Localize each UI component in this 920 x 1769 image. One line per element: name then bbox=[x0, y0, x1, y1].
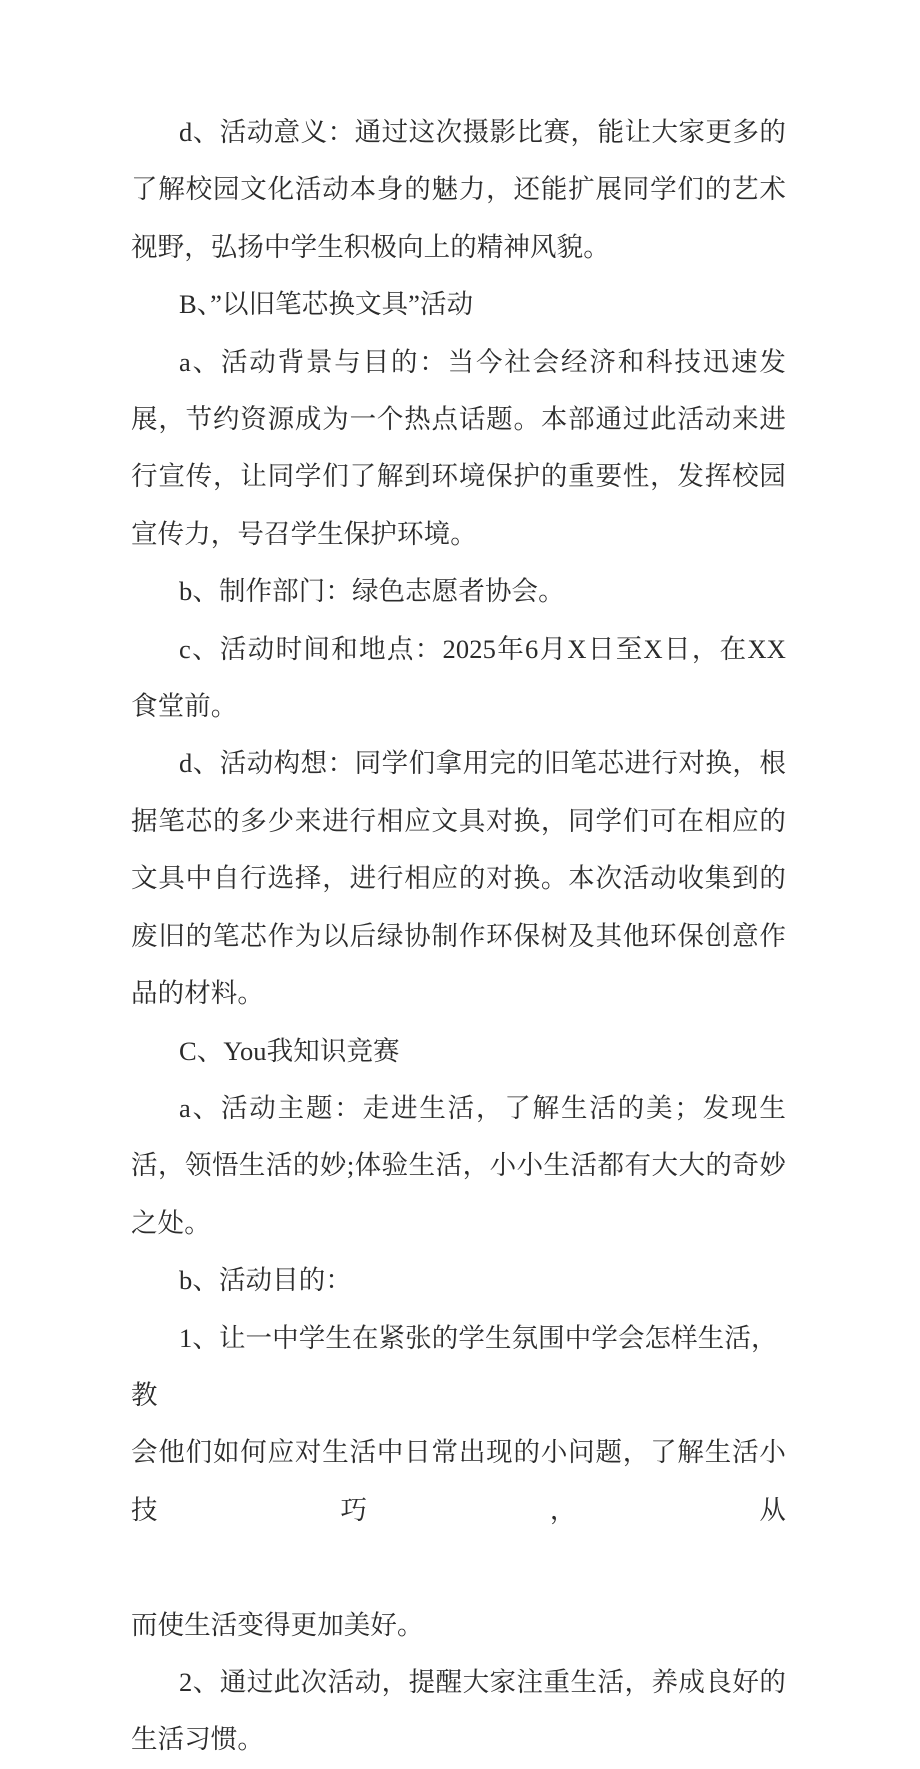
paragraph-section-c-heading: C、You我知识竞赛 bbox=[179, 1035, 400, 1066]
paragraph-line: 而使生活变得更加美好。 bbox=[131, 1609, 424, 1640]
paragraph-b-background: a、活动背景与目的：当今社会经济和科技迅速发展，节约资源成为一个热点话题。本部通过此活动来进行宣传，让同学们了解到环境保护的重要性，发挥校园宣传力，号召学生保护环境。 bbox=[131, 346, 786, 549]
paragraph-line: 会他们如何应对生活中日常出现的小问题，了解生活小技巧，从 bbox=[131, 1437, 786, 1525]
document-text-body bbox=[131, 104, 786, 1769]
paragraph-section-b-heading: B、”以旧笔芯换文具”活动 bbox=[179, 289, 474, 320]
paragraph-c-purpose-heading: b、活动目的： bbox=[179, 1265, 352, 1296]
paragraph-c-purpose-1 bbox=[131, 1310, 786, 1654]
paragraph-b-department: b、制作部门：绿色志愿者协会。 bbox=[179, 576, 565, 607]
paragraph-line: 1、让一中学生在紧张的学生氛围中学会怎样生活，教 bbox=[131, 1322, 778, 1410]
paragraph-c-purpose-2: 2、通过此次活动，提醒大家注重生活，养成良好的生活习惯。 bbox=[131, 1666, 786, 1755]
paragraph-c-theme: a、活动主题：走进生活，了解生活的美；发现生活，领悟生活的妙;体验生活，小小生活都有大大的奇妙之处。 bbox=[131, 1092, 786, 1238]
paragraph-activity-significance: d、活动意义：通过这次摄影比赛，能让大家更多的了解校园文化活动本身的魅力，还能扩展同学们的艺术视野，弘扬中学生积极向上的精神风貌。 bbox=[131, 117, 786, 262]
paragraph-b-time-place: c、活动时间和地点：2025年6月X日至X日，在XX食堂前。 bbox=[131, 633, 786, 722]
paragraph-b-conception: d、活动构想：同学们拿用完的旧笔芯进行对换，根据笔芯的多少来进行相应文具对换，同学们可在相应的文具中自行选择，进行相应的对换。本次活动收集到的废旧的笔芯作为以后绿协制作环保树及其他环保创意作品的材料。 bbox=[131, 748, 786, 1009]
